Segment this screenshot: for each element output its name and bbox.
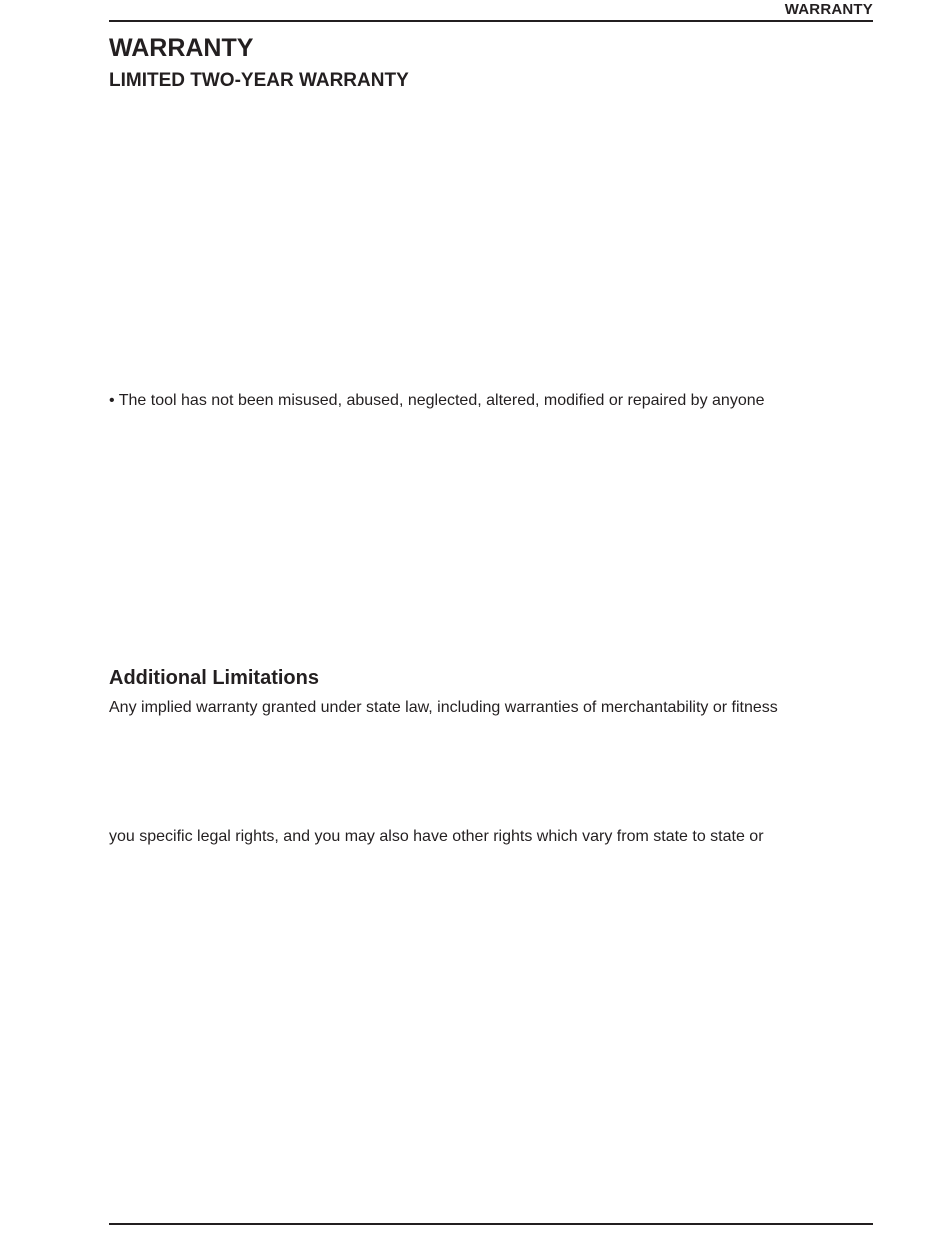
page-subtitle: LIMITED TWO-YEAR WARRANTY xyxy=(109,70,409,91)
additional-limitations-heading: Additional Limitations xyxy=(109,667,319,689)
additional-limitations-text-2: you specific legal rights, and you may also have other rights which vary from state to state or xyxy=(109,828,764,845)
running-header: WARRANTY xyxy=(784,1,873,18)
footer-rule xyxy=(109,1223,873,1225)
header-rule xyxy=(109,20,873,22)
additional-limitations-text-1: Any implied warranty granted under state law, including warranties of merchantability or fitness xyxy=(109,699,778,716)
page-title: WARRANTY xyxy=(109,34,254,62)
condition-bullet-text: • The tool has not been misused, abused, neglected, altered, modified or repaired by anyone xyxy=(109,392,765,409)
